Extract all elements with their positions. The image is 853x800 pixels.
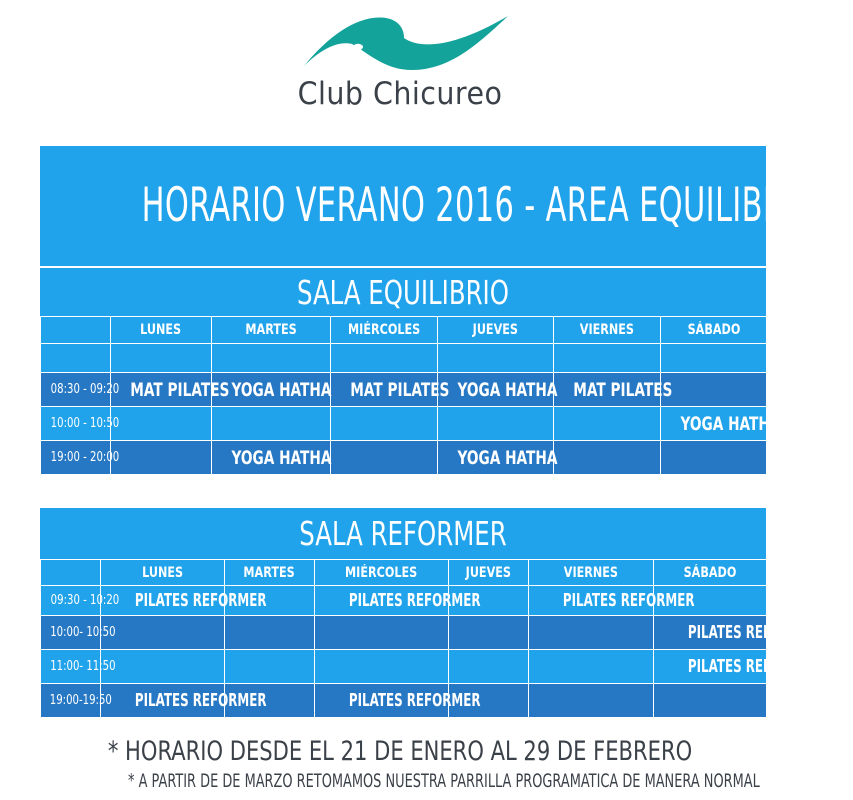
time-cell: 08:30 - 09:20	[41, 373, 111, 407]
day-header: VIERNES	[529, 560, 654, 586]
day-header: VIERNES	[554, 317, 661, 344]
sala-equilibrio-title: SALA EQUILIBRIO	[297, 273, 509, 312]
schedule-period-note: * HORARIO DESDE EL 21 DE ENERO AL 29 DE FEBRERO	[107, 736, 693, 767]
time-cell: 11:00- 11:50	[41, 650, 101, 684]
class-cell: YOGA HATHA	[661, 407, 767, 441]
class-cell	[111, 441, 212, 475]
title-banner	[40, 146, 819, 266]
day-header: JUEVES	[449, 560, 529, 586]
table-row	[41, 373, 767, 407]
class-cell: YOGA HATHA	[212, 373, 331, 407]
class-cell: MAT PILATES	[111, 373, 212, 407]
class-cell: MAT PILATES	[331, 373, 438, 407]
class-cell	[554, 344, 661, 373]
march-resume-note: * A PARTIR DE DE MARZO RETOMAMOS NUESTRA PARRILLA PROGRAMATICA DE MANERA NORMAL	[128, 770, 760, 792]
time-cell: 19:00-19:50	[41, 684, 101, 718]
class-cell	[212, 344, 331, 373]
class-cell	[111, 344, 212, 373]
time-cell: 10:00 - 10:50	[41, 407, 111, 441]
class-cell: YOGA HATHA	[212, 441, 331, 475]
table-header-row	[41, 560, 767, 586]
table-row	[41, 407, 767, 441]
sala-equilibrio-header	[40, 266, 766, 316]
club-logo	[0, 0, 800, 118]
class-cell	[654, 684, 767, 718]
class-cell	[212, 407, 331, 441]
day-header: LUNES	[111, 317, 212, 344]
sala-reformer-table	[40, 559, 820, 718]
page-title: HORARIO VERANO 2016 - AREA EQUILIBRIO	[141, 178, 819, 233]
time-cell	[41, 344, 111, 373]
day-header: MARTES	[225, 560, 315, 586]
class-cell	[661, 441, 767, 475]
sala-reformer-header	[40, 508, 766, 560]
day-header: MARTES	[212, 317, 331, 344]
class-cell: PILATES REFORMER	[654, 616, 767, 650]
class-cell	[554, 407, 661, 441]
sala-equilibrio-table	[40, 316, 781, 475]
class-cell	[449, 650, 529, 684]
wave-logo-icon	[300, 14, 520, 84]
class-cell: YOGA HATHA	[438, 441, 554, 475]
class-cell	[661, 344, 767, 373]
class-cell: PILATES REFORMER	[529, 586, 654, 616]
class-cell: PILATES REFORMER	[101, 684, 225, 718]
table-row	[41, 616, 767, 650]
class-cell	[101, 650, 225, 684]
day-header: JUEVES	[438, 317, 554, 344]
brand-name: Club Chicureo	[297, 76, 503, 112]
class-cell	[529, 616, 654, 650]
table-row	[41, 684, 767, 718]
sala-reformer-title: SALA REFORMER	[299, 514, 507, 553]
class-cell	[331, 407, 438, 441]
class-cell: PILATES REFORMER	[315, 684, 449, 718]
class-cell	[554, 441, 661, 475]
day-header: MIÉRCOLES	[331, 317, 438, 344]
time-cell: 10:00- 10:50	[41, 616, 101, 650]
class-cell	[529, 684, 654, 718]
table-row	[41, 586, 767, 616]
class-cell	[331, 441, 438, 475]
class-cell	[438, 407, 554, 441]
table-row	[41, 344, 767, 373]
class-cell	[449, 616, 529, 650]
class-cell: PILATES REFORMER	[101, 586, 225, 616]
class-cell: MAT PILATES	[554, 373, 661, 407]
class-cell	[661, 373, 767, 407]
time-cell: 09:30 - 10:20	[41, 586, 101, 616]
time-header-cell	[41, 560, 101, 586]
day-header: SÁBADO	[661, 317, 767, 344]
time-cell: 19:00 - 20:00	[41, 441, 111, 475]
class-cell	[438, 344, 554, 373]
class-cell	[225, 616, 315, 650]
class-cell	[225, 650, 315, 684]
class-cell	[331, 344, 438, 373]
class-cell	[101, 616, 225, 650]
class-cell: YOGA HATHA	[438, 373, 554, 407]
class-cell	[315, 650, 449, 684]
table-row	[41, 650, 767, 684]
class-cell	[529, 650, 654, 684]
table-row	[41, 441, 767, 475]
table-header-row	[41, 317, 767, 344]
time-header-cell	[41, 317, 111, 344]
class-cell: PILATES REFORMER	[654, 650, 767, 684]
class-cell: PILATES REFORMER	[315, 586, 449, 616]
class-cell	[111, 407, 212, 441]
day-header: LUNES	[101, 560, 225, 586]
class-cell	[315, 616, 449, 650]
day-header: SÁBADO	[654, 560, 767, 586]
day-header: MIÉRCOLES	[315, 560, 449, 586]
